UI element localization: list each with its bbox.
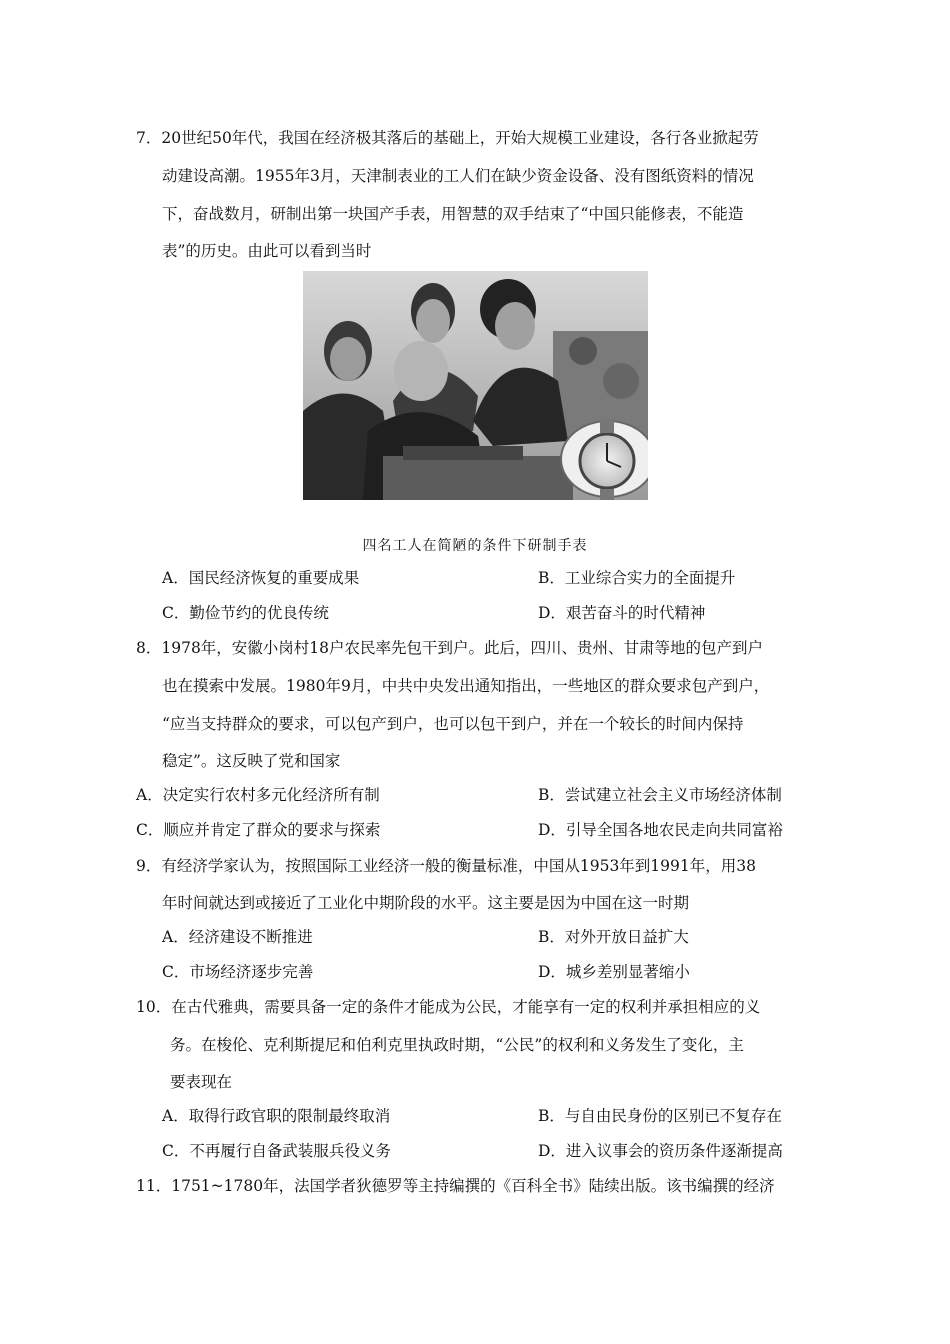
q8-option-c[interactable]: C．顺应并肯定了群众的要求与探索: [136, 821, 381, 839]
q9-line-1: 9．有经济学家认为，按照国际工业经济一般的衡量标准，中国从1953年到1991年，用38: [136, 857, 756, 875]
q11-line-1: 11．1751~1780年，法国学者狄德罗等主持编撰的《百科全书》陆续出版。该书编撰的经济: [136, 1177, 775, 1195]
q8-line-4: 稳定”。这反映了党和国家: [162, 752, 341, 770]
q8-option-d[interactable]: D．引导全国各地农民走向共同富裕: [538, 821, 783, 839]
q7-option-b[interactable]: B．工业综合实力的全面提升: [538, 569, 736, 587]
q8-line-3: “应当支持群众的要求，可以包产到户，也可以包干到户，并在一个较长的时间内保持: [162, 715, 744, 733]
q9-option-b[interactable]: B．对外开放日益扩大: [538, 928, 689, 946]
q10-option-a[interactable]: A．取得行政官职的限制最终取消: [162, 1107, 391, 1125]
q8-line-1: 8．1978年，安徽小岗村18户农民率先包干到户。此后，四川、贵州、甘肃等地的包产到户: [136, 639, 764, 657]
q7-line-2: 动建设高潮。1955年3月，天津制表业的工人们在缺少资金设备、没有图纸资料的情况: [162, 167, 754, 185]
q10-option-b[interactable]: B．与自由民身份的区别已不复存在: [538, 1107, 782, 1125]
q8-option-b[interactable]: B．尝试建立社会主义市场经济体制: [538, 786, 782, 804]
q7-line-3: 下，奋战数月，研制出第一块国产手表，用智慧的双手结束了“中国只能修表，不能造: [162, 205, 744, 223]
q7-option-d[interactable]: D．艰苦奋斗的时代精神: [538, 604, 706, 622]
q9-option-c[interactable]: C．市场经济逐步完善: [162, 963, 314, 981]
q10-line-1: 10．在古代雅典，需要具备一定的条件才能成为公民，才能享有一定的权利并承担相应的义: [136, 998, 761, 1016]
q10-line-2: 务。在梭伦、克利斯提尼和伯利克里执政时期，“公民”的权利和义务发生了变化，主: [170, 1036, 744, 1054]
q7-line-4: 表”的历史。由此可以看到当时: [162, 242, 372, 260]
q7-option-c[interactable]: C．勤俭节约的优良传统: [162, 604, 329, 622]
q7-option-a[interactable]: A．国民经济恢复的重要成果: [162, 569, 360, 587]
q9-option-a[interactable]: A．经济建设不断推进: [162, 928, 313, 946]
q10-option-d[interactable]: D．进入议事会的资历条件逐渐提高: [538, 1142, 783, 1160]
q8-option-a[interactable]: A．决定实行农村多元化经济所有制: [136, 786, 380, 804]
q8-line-2: 也在摸索中发展。1980年9月，中共中央发出通知指出，一些地区的群众要求包产到户，: [162, 677, 770, 695]
q10-line-3: 要表现在: [170, 1073, 233, 1091]
q9-line-2: 年时间就达到或接近了工业化中期阶段的水平。这主要是因为中国在这一时期: [162, 894, 690, 912]
photo-caption: 四名工人在简陋的条件下研制手表: [362, 538, 588, 554]
q7-line-1: 7．20世纪50年代，我国在经济极其落后的基础上，开始大规模工业建设，各行各业掀起劳: [136, 129, 759, 147]
workers-making-watch-photo: [303, 271, 648, 500]
q9-option-d[interactable]: D．城乡差别显著缩小: [538, 963, 690, 981]
q10-option-c[interactable]: C．不再履行自备武装服兵役义务: [162, 1142, 391, 1160]
